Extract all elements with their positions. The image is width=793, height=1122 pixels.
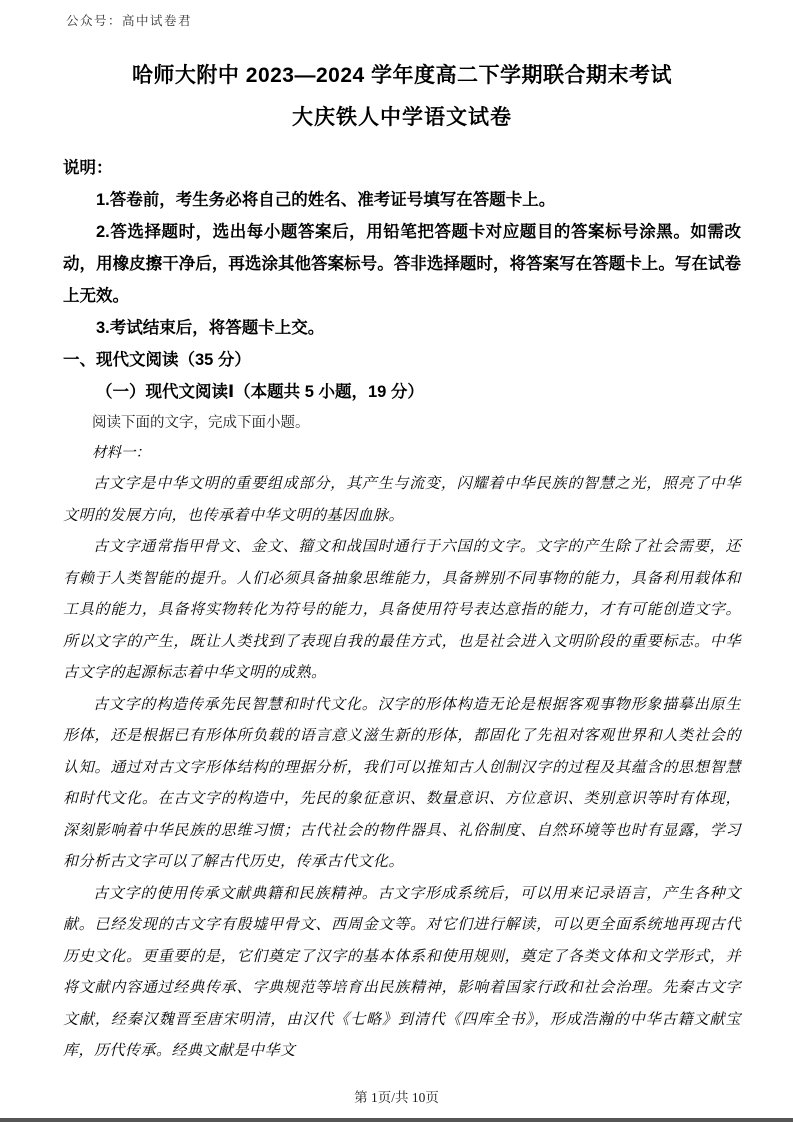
page-separator-bar [0, 1118, 793, 1122]
note-item-1: 1.答卷前，考生务必将自己的姓名、准考证号填写在答题卡上。 [96, 191, 556, 209]
document-content [63, 62, 741, 1067]
subsection-heading-reading-1: （一）现代文阅读Ⅰ（本题共 5 小题，19 分） [96, 383, 424, 401]
material-paragraph-2: 古文字通常指甲骨文、金文、籀文和战国时通行于六国的文字。文字的产生除了社会需要，还有赖于人类智能的提升。人们必须具备抽象思维能力，具备辨别不同事物的能力，具备利用载体和工具的能力，具备将实物转化为符号的能力，具备使用符号表达意指的能力，才有可能创造文字。所以文字的产生，既让人类找到了表现自我的最佳方式，也是社会进入文明阶段的重要标志。中华古文字的起源标志着中华文明的成熟。 [63, 537, 741, 681]
note-item-3: 3.考试结束后，将答题卡上交。 [96, 319, 325, 337]
exam-subtitle: 大庆铁人中学语文试卷 [292, 106, 512, 129]
material-one-label: 材料一： [92, 445, 150, 461]
material-paragraph-3: 古文字的构造传承先民智慧和时代文化。汉字的形体构造无论是根据客观事物形象描摹出原生形体，还是根据已有形体所负载的语言意义滋生新的形体，都固化了先祖对客观世界和人类社会的认知。通过对古文字形体结构的理据分析，我们可以推知古人创制汉字的过程及其蕴含的思想智慧和时代文化。在古文字的构造中，先民的象征意识、数量意识、方位意识、类别意识等时有体现，深刻影响着中华民族的思维习惯；古代社会的物件器具、礼俗制度、自然环境等也时有显露，学习和分析古文字可以了解古代历史，传承古代文化。 [63, 694, 741, 870]
reading-instruction: 阅读下面的文字，完成下面小题。 [92, 415, 310, 431]
notes-label: 说明： [63, 159, 113, 177]
section-heading-modern-reading: 一、现代文阅读（35 分） [63, 351, 251, 369]
exam-title: 哈师大附中 2023—2024 学年度高二下学期联合期末考试 [131, 64, 673, 87]
note-item-2: 2.答选择题时，选出每小题答案后，用铅笔把答题卡对应题目的答案标号涂黑。如需改动，用橡皮擦干净后，再选涂其他答案标号。答非选择题时，将答案写在答题卡上。写在试卷上无效。 [63, 223, 741, 305]
material-paragraph-1: 古文字是中华文明的重要组成部分，其产生与流变，闪耀着中华民族的智慧之光，照亮了中华文明的发展方向，也传承着中华文明的基因血脉。 [63, 474, 741, 524]
watermark-public-account: 公众号：高中试卷君 [66, 14, 193, 28]
page-number: 第 1页/共 10页 [354, 1090, 439, 1105]
material-paragraph-4: 古文字的使用传承文献典籍和民族精神。古文字形成系统后，可以用来记录语言，产生各种文献。已经发现的古文字有殷墟甲骨文、西周金文等。对它们进行解读，可以更全面系统地再现古代历史文化。更重要的是，它们奠定了汉字的基本体系和使用规则，奠定了各类文体和文学形式，并将文献内容通过经典传承、字典规范等培育出民族精神，影响着国家行政和社会治理。先秦古文字文献，经秦汉魏晋至唐宋明清，由汉代《七略》到清代《四库全书》，形成浩瀚的中华古籍文献宝库，历代传承。经典文献是中华文 [63, 883, 741, 1059]
